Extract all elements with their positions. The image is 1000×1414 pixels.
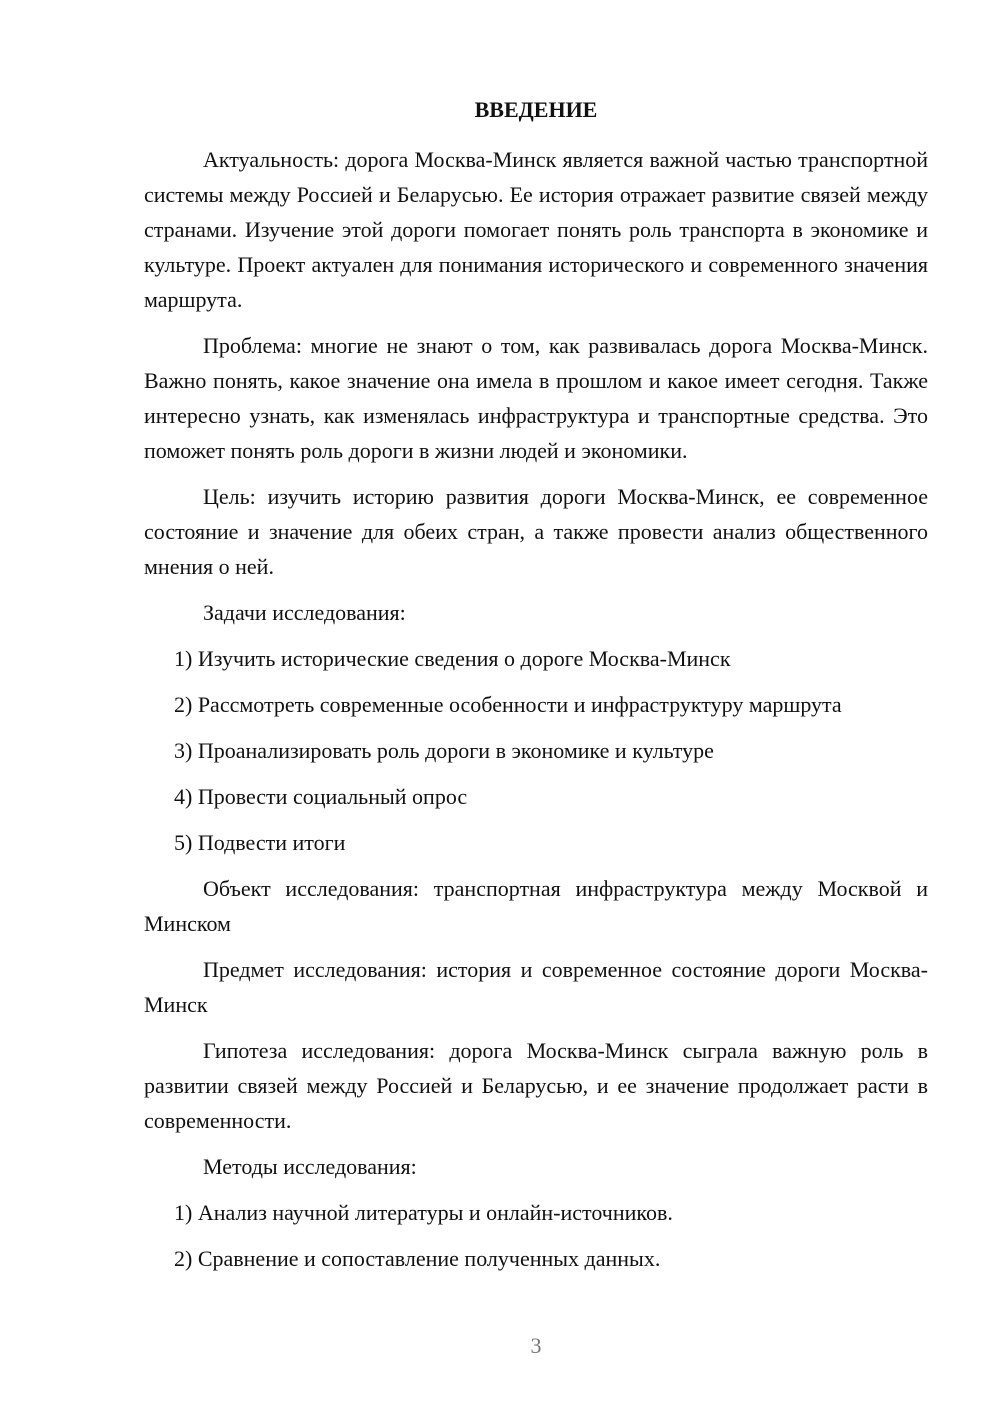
list-item: 2) Рассмотреть современные особенности и инфраструктуру маршрута: [174, 692, 842, 717]
list-item: 5) Подвести итоги: [174, 830, 346, 855]
list-item: 2) Сравнение и сопоставление полученных данных.: [174, 1246, 661, 1271]
list-item: 1) Изучить исторические сведения о дороге Москва-Минск: [174, 646, 731, 671]
goal-paragraph: Цель: изучить историю развития дороги Москва-Минск, ее современное состояние и значение для обеих стран, а также провести анализ общественного мнения о ней.: [144, 484, 928, 579]
subject-paragraph: Предмет исследования: история и современное состояние дороги Москва-Минск: [144, 957, 928, 1017]
page-title: ВВЕДЕНИЕ: [474, 97, 598, 122]
page-number: 3: [530, 1333, 542, 1358]
tasks-list: [144, 641, 928, 860]
document-body: [144, 142, 928, 1287]
methods-heading: Методы исследования:: [203, 1154, 417, 1179]
object-paragraph: Объект исследования: транспортная инфраструктура между Москвой и Минском: [144, 876, 928, 936]
tasks-heading: Задачи исследования:: [203, 600, 406, 625]
relevance-paragraph: Актуальность: дорога Москва-Минск является важной частью транспортной системы между Россией и Беларусью. Ее история отражает развитие связей между странами. Изучение этой дороги помогает понять роль транспорта в экономике и культуре. Проект актуален для понимания исторического и современного значения маршрута.: [144, 147, 928, 312]
problem-paragraph: Проблема: многие не знают о том, как развивалась дорога Москва-Минск. Важно понять, какое значение она имела в прошлом и какое имеет сегодня. Также интересно узнать, как изменялась инфраструктура и транспортные средства. Это поможет понять роль дороги в жизни людей и экономики.: [144, 333, 928, 463]
methods-list: [144, 1195, 928, 1276]
list-item: 3) Проанализировать роль дороги в экономике и культуре: [174, 738, 714, 763]
list-item: 1) Анализ научной литературы и онлайн-источников.: [174, 1200, 673, 1225]
list-item: 4) Провести социальный опрос: [174, 784, 468, 809]
hypothesis-paragraph: Гипотеза исследования: дорога Москва-Минск сыграла важную роль в развитии связей между Россией и Беларусью, и ее значение продолжает расти в современности.: [144, 1038, 928, 1133]
